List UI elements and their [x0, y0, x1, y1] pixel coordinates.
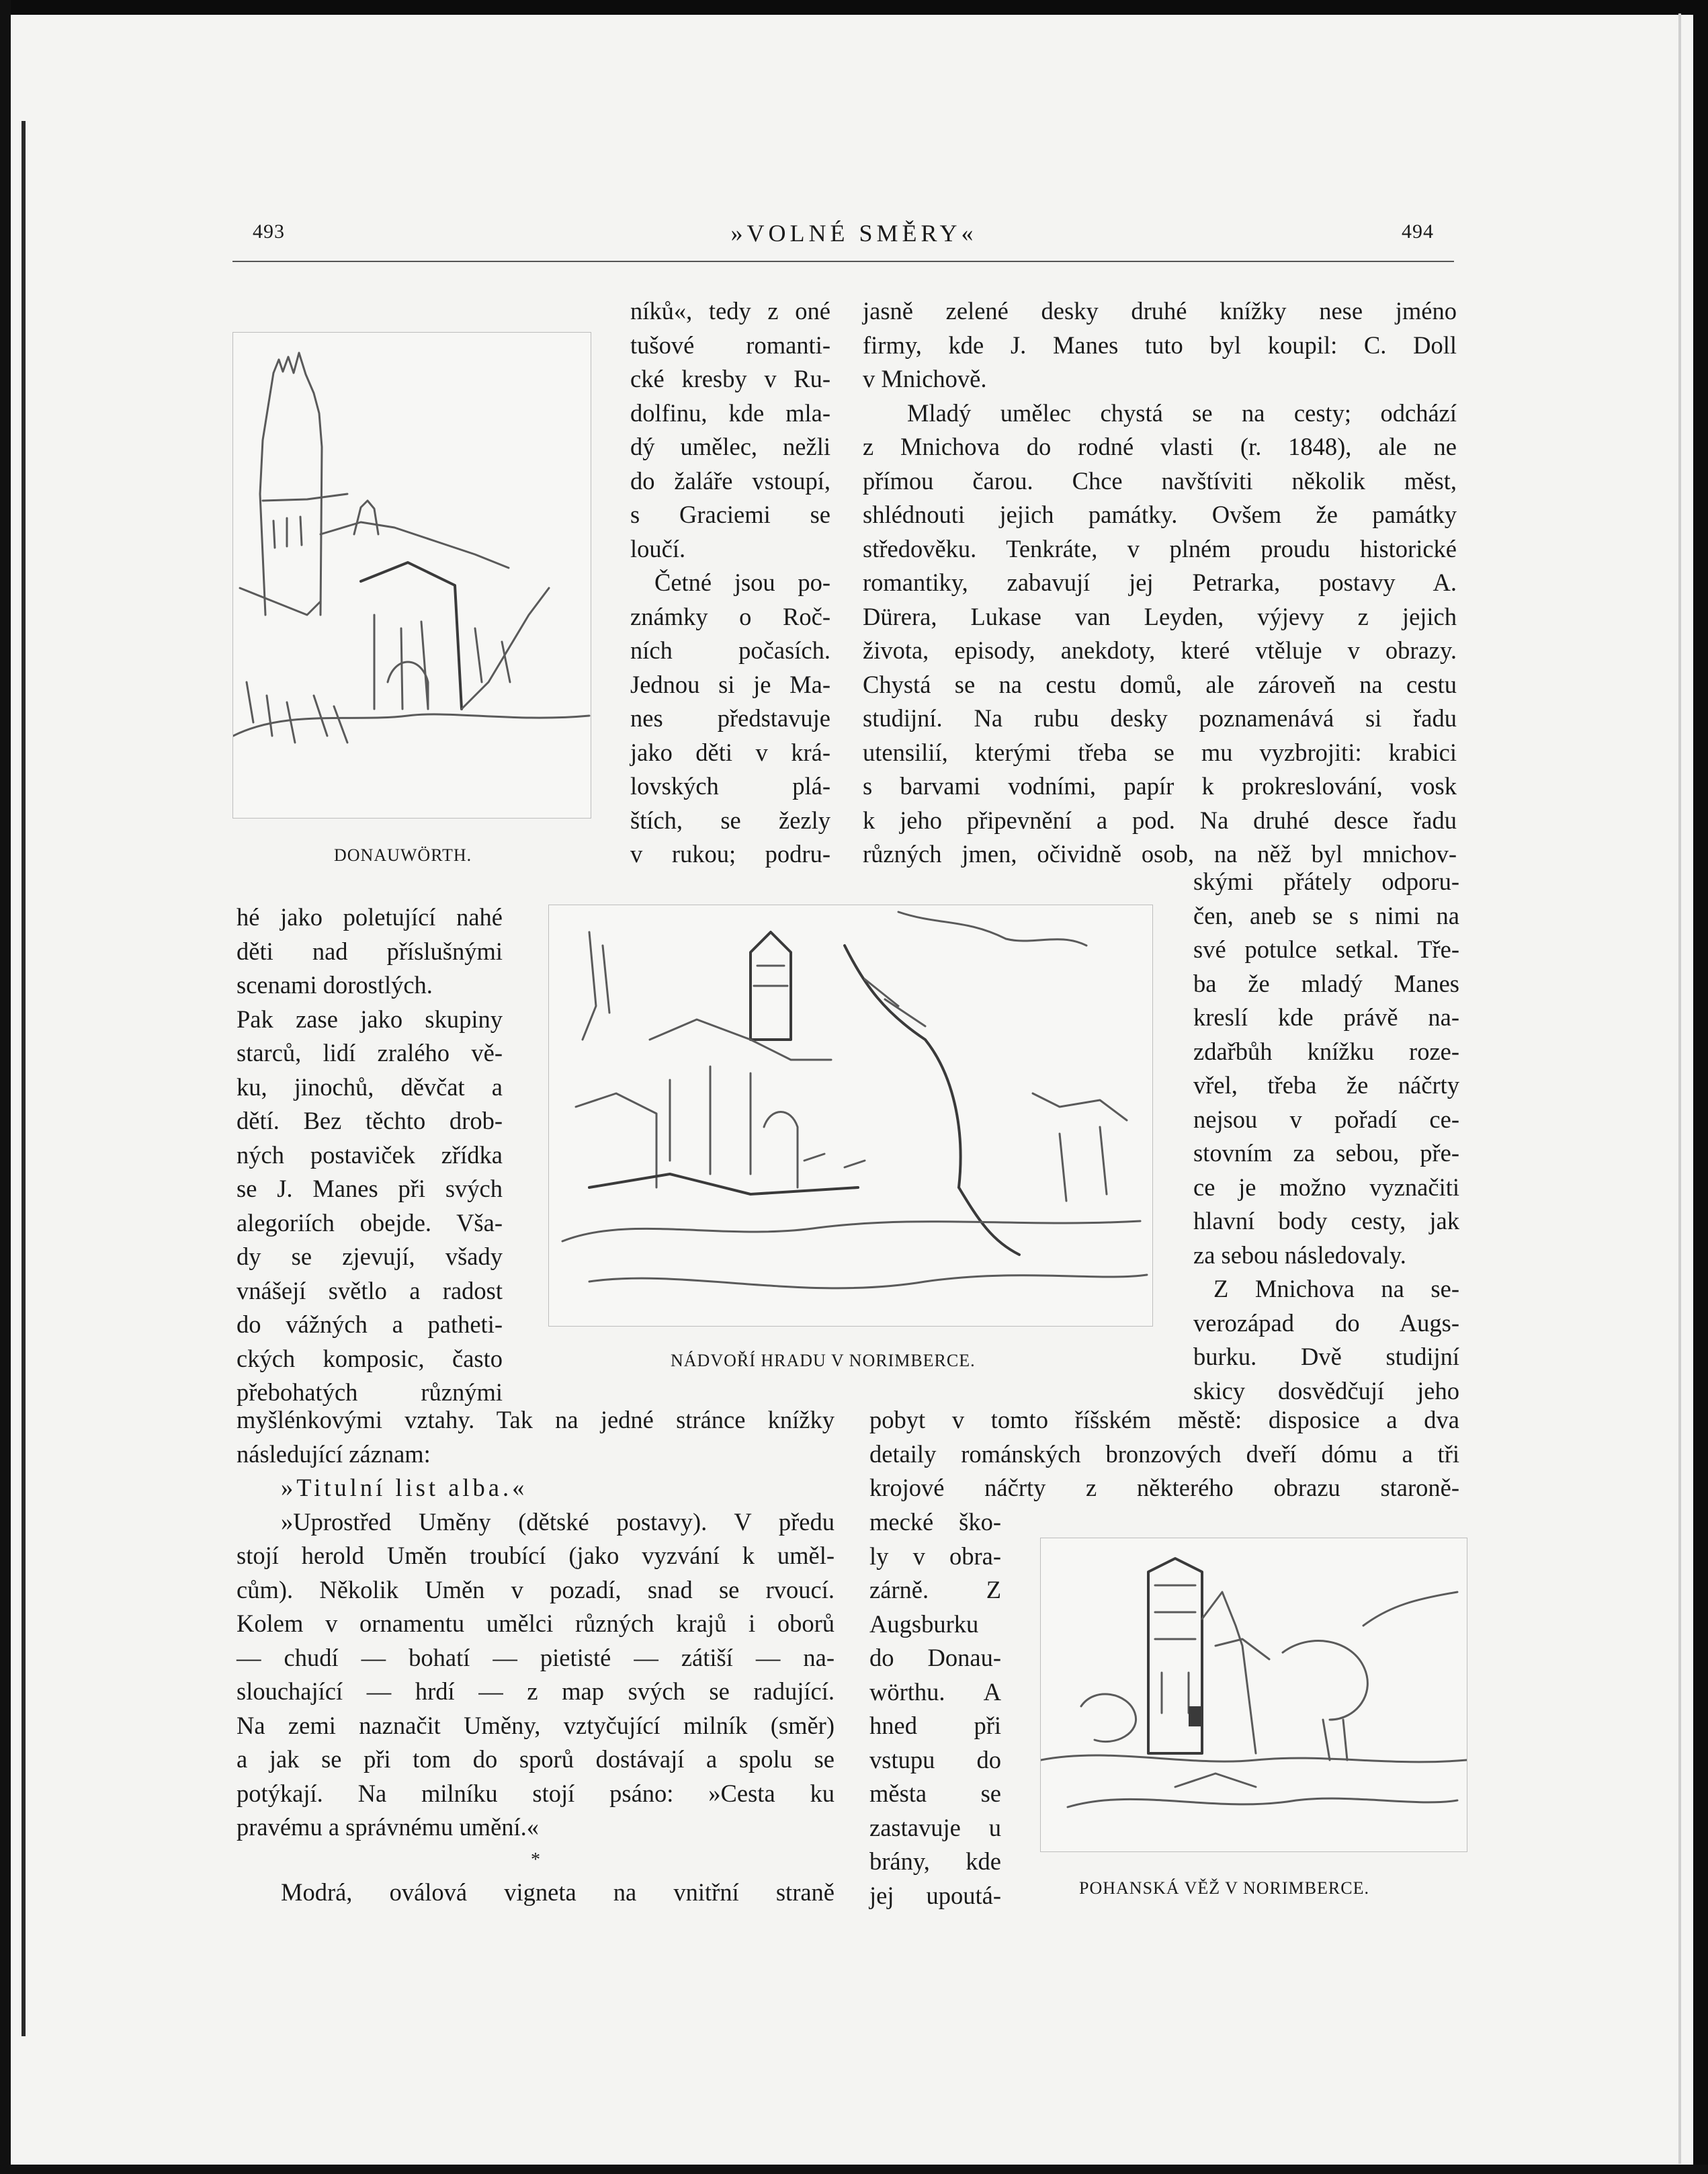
- caption-donauworth: DONAUWÖRTH.: [334, 845, 472, 865]
- text-line: brány, kde: [869, 1847, 1001, 1875]
- figure-nadvori: [548, 905, 1153, 1327]
- text-line: hlavní body cesty, jak: [1193, 1207, 1459, 1235]
- text-line: Pak zase jako skupiny: [237, 1005, 503, 1033]
- text-line: s Graciemi se: [630, 501, 830, 528]
- col-b-top-text: [863, 294, 1457, 872]
- text-line: Mladý umělec chystá se na cesty; odchází: [907, 399, 1457, 427]
- text-line: známky o Roč-: [630, 602, 830, 630]
- text-line: vřel, třeba že náčrty: [1193, 1071, 1459, 1099]
- book-spine-edge: [22, 121, 26, 2036]
- text-line: zárně. Z: [869, 1576, 1001, 1603]
- text-line: skicy dosvědčují jeho: [1193, 1376, 1459, 1405]
- text-line: potýkají. Na milníku stojí psáno: »Cesta ku: [237, 1779, 835, 1807]
- donauworth-sketch: [233, 333, 591, 818]
- figure-donauworth: [232, 332, 591, 819]
- text-line: ce je možno vyznačiti: [1193, 1173, 1459, 1201]
- col-b-bottom-text: [869, 1403, 1459, 1505]
- text-line: cům). Několik Uměn v pozadí, snad se rvoucí.: [237, 1575, 835, 1603]
- text-line: v rukou; podru-: [630, 840, 830, 868]
- text-line: štích, se žezly: [630, 806, 830, 834]
- text-line: vnášejí světlo a radost: [237, 1276, 503, 1304]
- text-line: stovním za sebou, pře-: [1193, 1139, 1459, 1167]
- text-line: Modrá, oválová vigneta na vnitřní straně: [281, 1878, 835, 1906]
- text-line: kreslí kde právě na-: [1193, 1003, 1459, 1031]
- text-line: jej upoutá-: [869, 1881, 1001, 1909]
- text-line: středověku. Tenkráte, v plném proudu historické: [863, 534, 1457, 562]
- section-asterisk: *: [531, 1849, 540, 1870]
- figure-pohanska: [1040, 1538, 1467, 1852]
- scan-border-bottom: [0, 2165, 1708, 2174]
- text-line: a jak se při tom do sporů dostávají a spolu se: [237, 1745, 835, 1773]
- text-line: za sebou následovaly.: [1193, 1241, 1406, 1269]
- caption-nadvori: NÁDVOŘÍ HRADU V NORIMBERCE.: [671, 1351, 976, 1370]
- text-line: romantiky, zabavují jej Petrarka, postavy A.: [863, 569, 1457, 596]
- text-line: města se: [869, 1780, 1001, 1807]
- col-a-bottom-text: [237, 1403, 835, 1909]
- text-line: do žaláře vstoupí,: [630, 466, 830, 495]
- text-line: studijní. Na rubu desky poznamenává si řadu: [863, 704, 1457, 732]
- scan-border-left: [0, 0, 11, 2174]
- scan-border-right: [1693, 0, 1708, 2174]
- text-line: alegoriích obejde. Vša-: [237, 1208, 503, 1237]
- text-line: do vážných a patheti-: [237, 1310, 503, 1338]
- text-line: života, episody, anekdoty, které vtěluje v obrazy.: [863, 636, 1457, 664]
- text-line: různých jmen, očividně osob, na něž byl mnichov-: [863, 840, 1457, 868]
- text-line: nejsou v pořadí ce-: [1193, 1105, 1459, 1133]
- text-line: cké kresby v Ru-: [630, 365, 830, 392]
- text-line: slouchající — hrdí — z map svých se radující.: [237, 1677, 835, 1705]
- text-line: přebohatých různými: [237, 1378, 503, 1406]
- text-line: zdařbůh knížku roze-: [1193, 1037, 1459, 1065]
- text-line: wörthu. A: [869, 1677, 1001, 1706]
- text-line: vstupu do: [869, 1745, 1001, 1773]
- text-line: Chystá se na cestu domů, ale zároveň na cestu: [863, 670, 1457, 698]
- col-b-narrow-text: [869, 1505, 1001, 1913]
- page-number-left: 493: [253, 220, 285, 243]
- text-line: verozápad do Augs-: [1193, 1308, 1459, 1337]
- text-line: Dürera, Lukase van Leyden, výjevy z jejich: [863, 602, 1457, 630]
- text-line: »Titulní list alba.«: [281, 1474, 528, 1501]
- text-line: starců, lidí zralého vě-: [237, 1039, 503, 1067]
- text-line: Jednou si je Ma-: [630, 670, 830, 698]
- text-line: utensilií, kterými třeba se mu vyzbrojiti: krabici: [863, 738, 1457, 766]
- text-line: burku. Dvě studijní: [1193, 1343, 1459, 1370]
- text-line: ných postaviček zřídka: [237, 1140, 503, 1169]
- text-line: se J. Manes při svých: [237, 1175, 503, 1202]
- text-line: stojí herold Uměn troubící (jako vyzvání k uměl-: [237, 1542, 835, 1569]
- text-line: shlédnouti jejich památky. Ovšem že památky: [863, 501, 1457, 528]
- text-line: mecké ško-: [869, 1508, 1001, 1536]
- text-line: jasně zelené desky druhé knížky nese jméno: [863, 297, 1457, 325]
- text-line: jako děti v krá-: [630, 738, 830, 766]
- text-line: Kolem v ornamentu umělci různých krajů i oborů: [237, 1609, 835, 1637]
- running-title: »VOLNÉ SMĚRY«: [730, 220, 978, 247]
- page-number-right: 494: [1402, 220, 1434, 243]
- text-line: následující záznam:: [237, 1439, 431, 1468]
- text-line: své potulce setkal. Tře-: [1193, 935, 1459, 963]
- text-line: čen, aneb se s nimi na: [1193, 901, 1459, 929]
- col-b-right-text: [1193, 865, 1459, 1408]
- text-line: ckých komposic, často: [237, 1344, 503, 1372]
- text-line: ly v obra-: [869, 1542, 1001, 1570]
- text-line: zastavuje u: [869, 1813, 1001, 1841]
- text-line: myšlénkovými vztahy. Tak na jedné stránce knížky: [237, 1406, 835, 1433]
- text-line: firmy, kde J. Manes tuto byl koupil: C. Doll: [863, 331, 1457, 359]
- text-line: dý umělec, nežli: [630, 433, 830, 460]
- text-line: — chudí — bohatí — pietisté — zátiší — na-: [237, 1643, 835, 1671]
- text-line: Na zemi naznačit Uměny, vztyčující milník (směr): [237, 1711, 835, 1739]
- text-line: dy se zjevují, všady: [237, 1243, 503, 1270]
- text-line: lovských plá-: [630, 772, 830, 800]
- text-line: z Mnichova do rodné vlasti (r. 1848), ale ne: [863, 433, 1457, 460]
- text-line: ních počasích.: [630, 636, 830, 664]
- text-line: »Uprostřed Uměny (dětské postavy). V předu: [281, 1507, 835, 1536]
- text-line: v Mnichově.: [863, 365, 987, 392]
- text-line: Augsburku: [869, 1609, 979, 1638]
- caption-pohanska: POHANSKÁ VĚŽ V NORIMBERCE.: [1079, 1878, 1369, 1898]
- text-line: s barvami vodními, papír k prokreslování, vosk: [863, 772, 1457, 800]
- text-line: hé jako poletující nahé: [237, 903, 503, 931]
- text-line: Četné jsou po-: [654, 569, 830, 596]
- text-line: pobyt v tomto říšském městě: disposice a dva: [869, 1406, 1459, 1433]
- text-line: do Donau-: [869, 1644, 1001, 1671]
- nadvori-sketch: [549, 905, 1152, 1326]
- text-line: Z Mnichova na se-: [1213, 1275, 1459, 1302]
- text-line: scenami dorostlých.: [237, 971, 433, 999]
- text-line: hned při: [869, 1712, 1001, 1739]
- header-rule: [232, 261, 1454, 262]
- col-a-mid-text: [237, 901, 503, 1410]
- text-line: skými přátely odporu-: [1193, 868, 1459, 895]
- text-line: k jeho připevnění a pod. Na druhé desce řadu: [863, 806, 1457, 834]
- text-line: nes představuje: [630, 704, 830, 732]
- scan-border-top: [0, 0, 1708, 15]
- text-line: přímou čarou. Chce navštíviti několik měst,: [863, 466, 1457, 495]
- page-edge: [1678, 13, 1681, 2164]
- text-line: pravému a správnému umění.«: [237, 1813, 540, 1841]
- text-line: dolfinu, kde mla-: [630, 399, 830, 427]
- text-line: ba že mladý Manes: [1193, 969, 1459, 997]
- text-line: dětí. Bez těchto drob-: [237, 1107, 503, 1134]
- text-line: detaily románských bronzových dveří dómu a tři: [869, 1439, 1459, 1468]
- text-line: tušové romanti-: [630, 331, 830, 359]
- text-line: loučí.: [630, 534, 686, 562]
- col-a-top-text: [630, 294, 830, 872]
- text-line: krojové náčrty z některého obrazu staroně-: [869, 1474, 1459, 1501]
- text-line: ku, jinochů, děvčat a: [237, 1073, 503, 1101]
- text-line: děti nad příslušnými: [237, 937, 503, 965]
- pohanska-sketch: [1041, 1538, 1467, 1851]
- text-line: níků«, tedy z oné: [630, 297, 830, 325]
